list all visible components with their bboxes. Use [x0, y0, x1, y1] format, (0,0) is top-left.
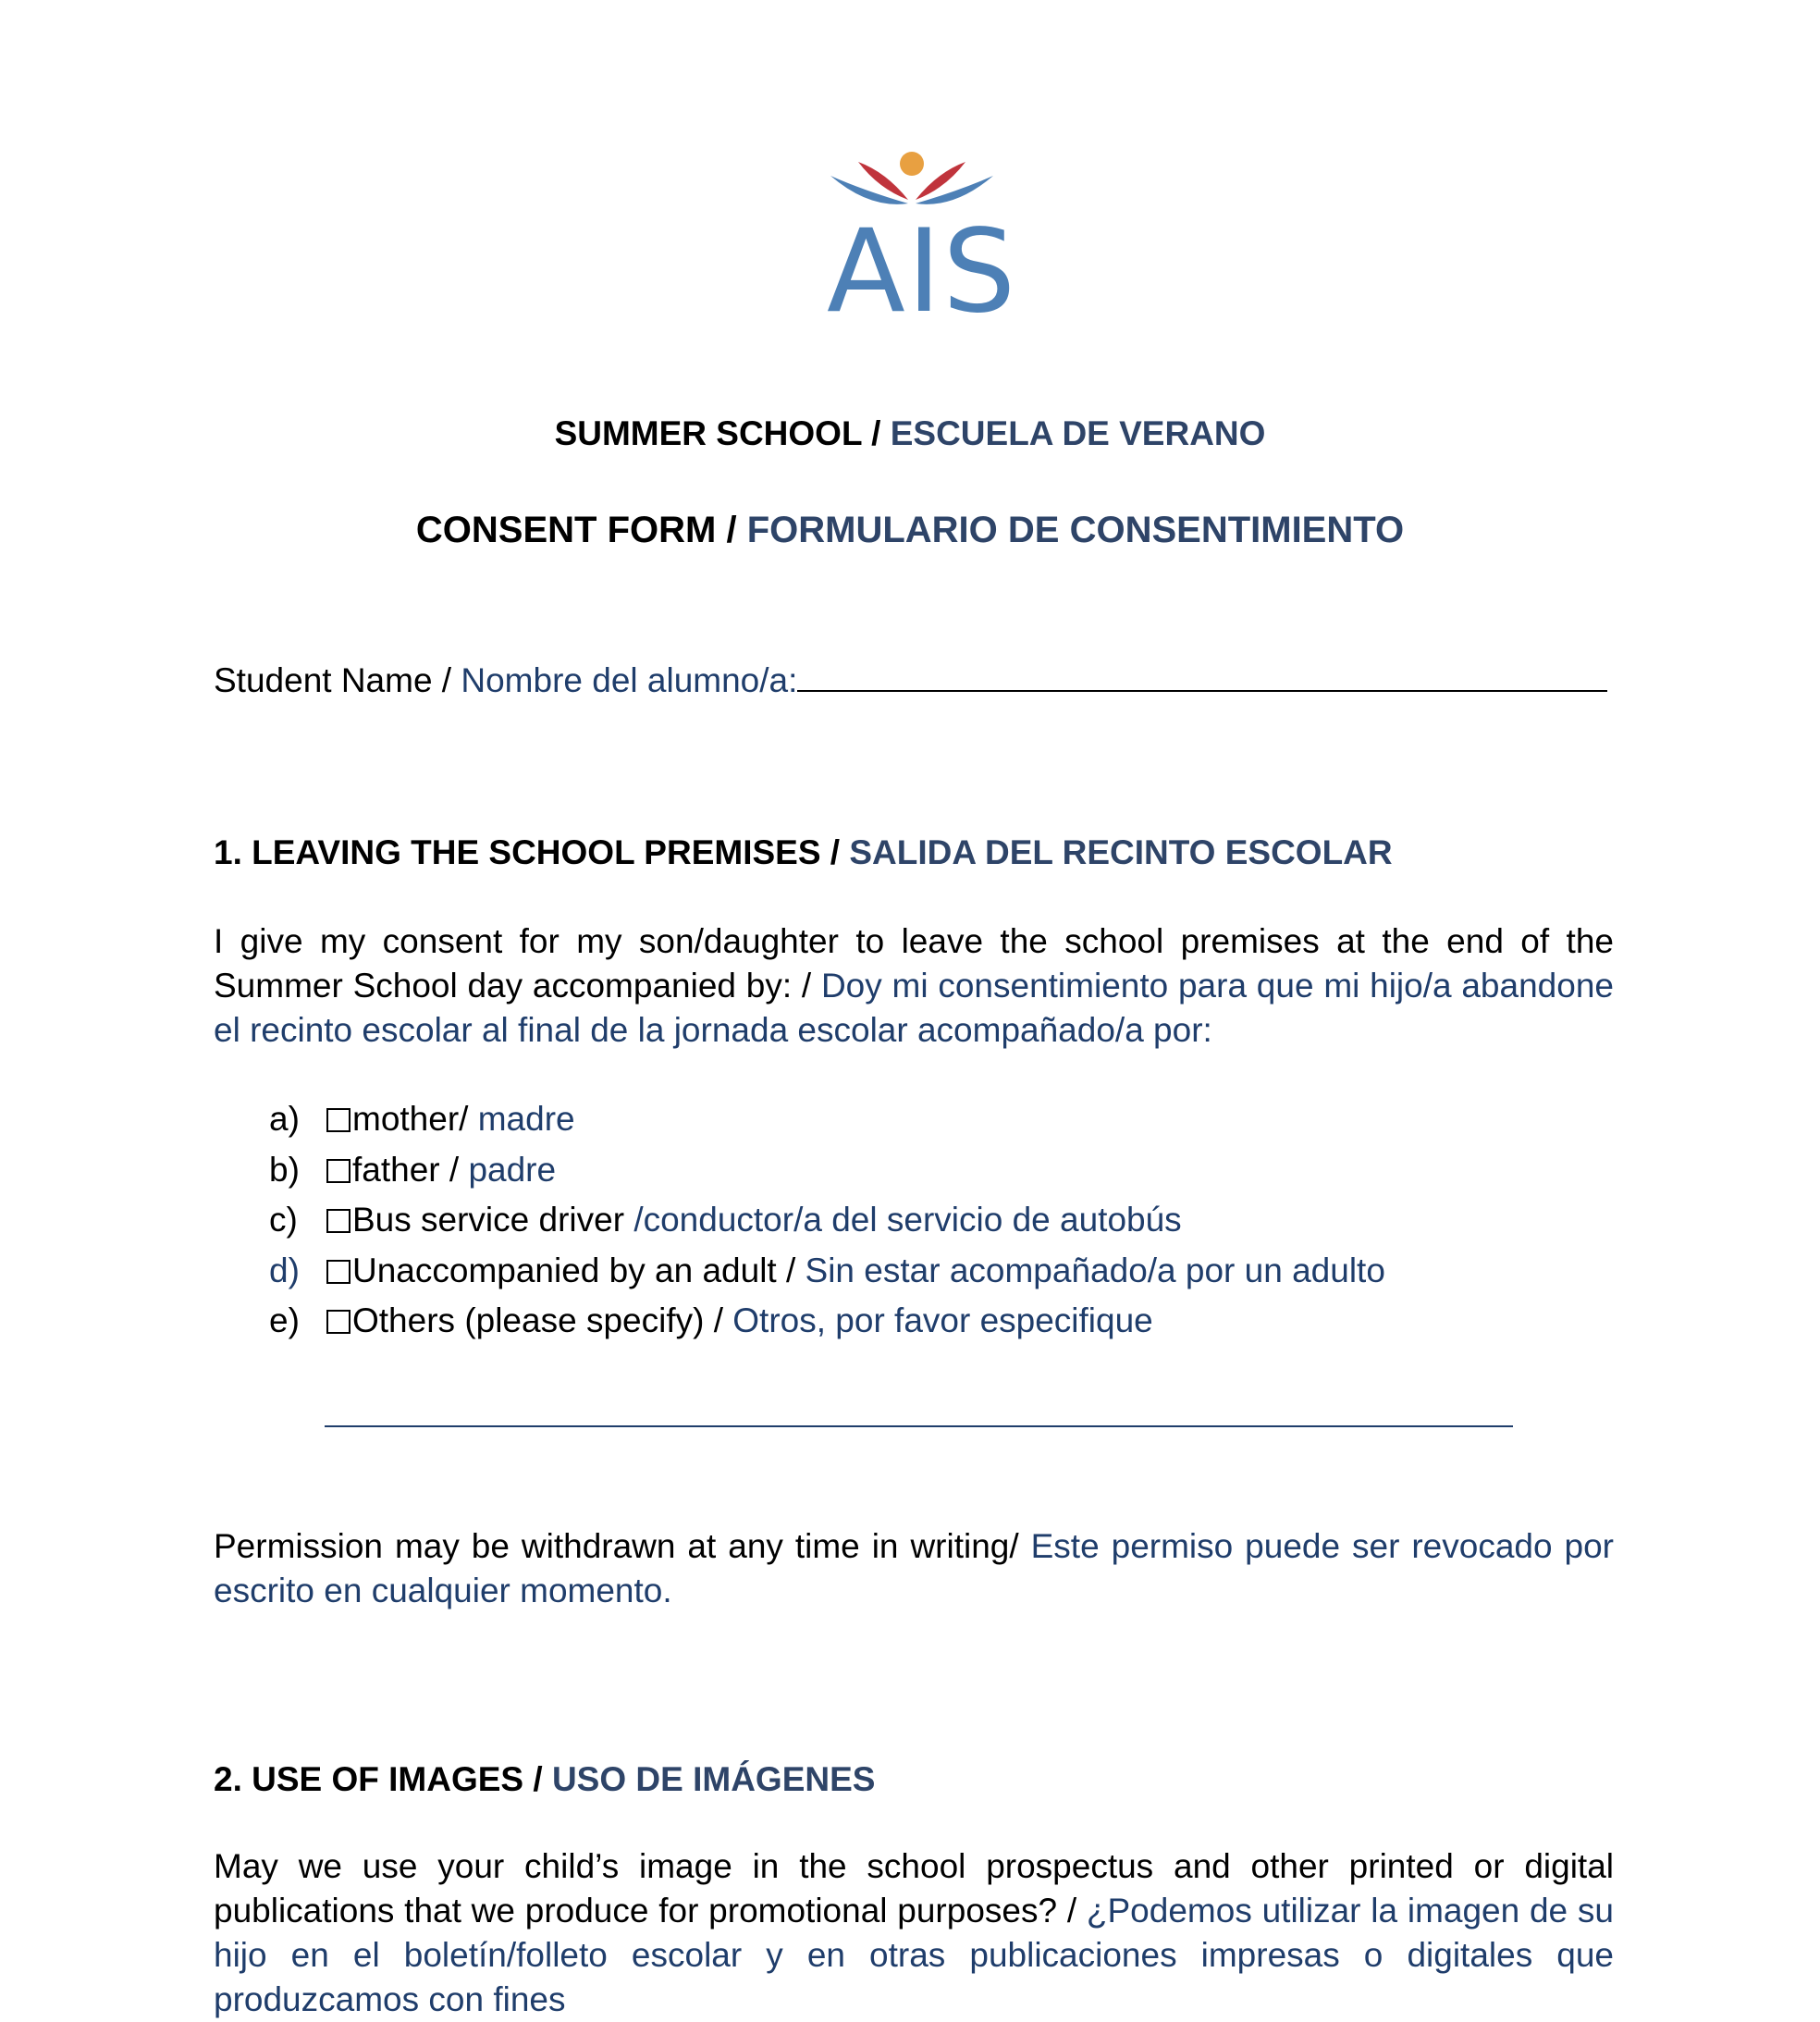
withdraw-notice: Permission may be withdrawn at any time in writing/ Este permiso puede ser revocado por escrito en cualquier momento.: [214, 1527, 1614, 1609]
checkbox-icon[interactable]: [326, 1159, 350, 1183]
option-mother[interactable]: a) mother/ madre: [269, 1100, 575, 1138]
section-1-intro: I give my consent for my son/daughter to leave the school premises at the end of the Summer School day accompanied by: / Doy mi consentimiento para que mi hijo/a abandone el recinto escolar al final de la jornada escolar acompañado/a por:: [214, 922, 1614, 1049]
section-2-question: May we use your child’s image in the school prospectus and other printed or digital publications that we produce for promotional purposes? / ¿Podemos utilizar la imagen de su hijo en el boletín/folleto escolar y en otras publicaciones impresas o digitales que produzcamos con fines: [214, 1847, 1614, 2018]
checkbox-icon[interactable]: [326, 1209, 350, 1233]
option-father[interactable]: b) father / padre: [269, 1151, 557, 1189]
student-name-field[interactable]: [214, 655, 1607, 703]
checkbox-icon[interactable]: [326, 1260, 350, 1284]
logo-text: AIS: [827, 205, 1018, 339]
section-2-heading: 2. USE OF IMAGES / USO DE IMÁGENES: [214, 1760, 876, 1798]
section-1-heading: 1. LEAVING THE SCHOOL PREMISES / SALIDA DEL RECINTO ESCOLAR: [214, 833, 1393, 871]
title-consent-form: CONSENT FORM / FORMULARIO DE CONSENTIMIENTO: [415, 510, 1405, 550]
student-name-label-es: Nombre del alumno/a:: [461, 661, 798, 699]
title-summer-school: SUMMER SCHOOL / ESCUELA DE VERANO: [554, 414, 1266, 452]
option-unaccompanied[interactable]: d) Unaccompanied by an adult / Sin estar acompañado/a por un adulto: [269, 1251, 1385, 1289]
others-specify-blank[interactable]: [325, 1425, 1513, 1427]
option-others[interactable]: e) Others (please specify) / Otros, por favor especifique: [269, 1301, 1153, 1339]
school-logo: [827, 148, 1018, 339]
checkbox-icon[interactable]: [326, 1310, 350, 1334]
student-name-label-en: Student Name /: [214, 661, 461, 699]
student-name-blank[interactable]: [797, 655, 1607, 692]
checkbox-icon[interactable]: [326, 1108, 350, 1132]
option-bus-driver[interactable]: c) Bus service driver /conductor/a del servicio de autobús: [269, 1201, 1182, 1239]
